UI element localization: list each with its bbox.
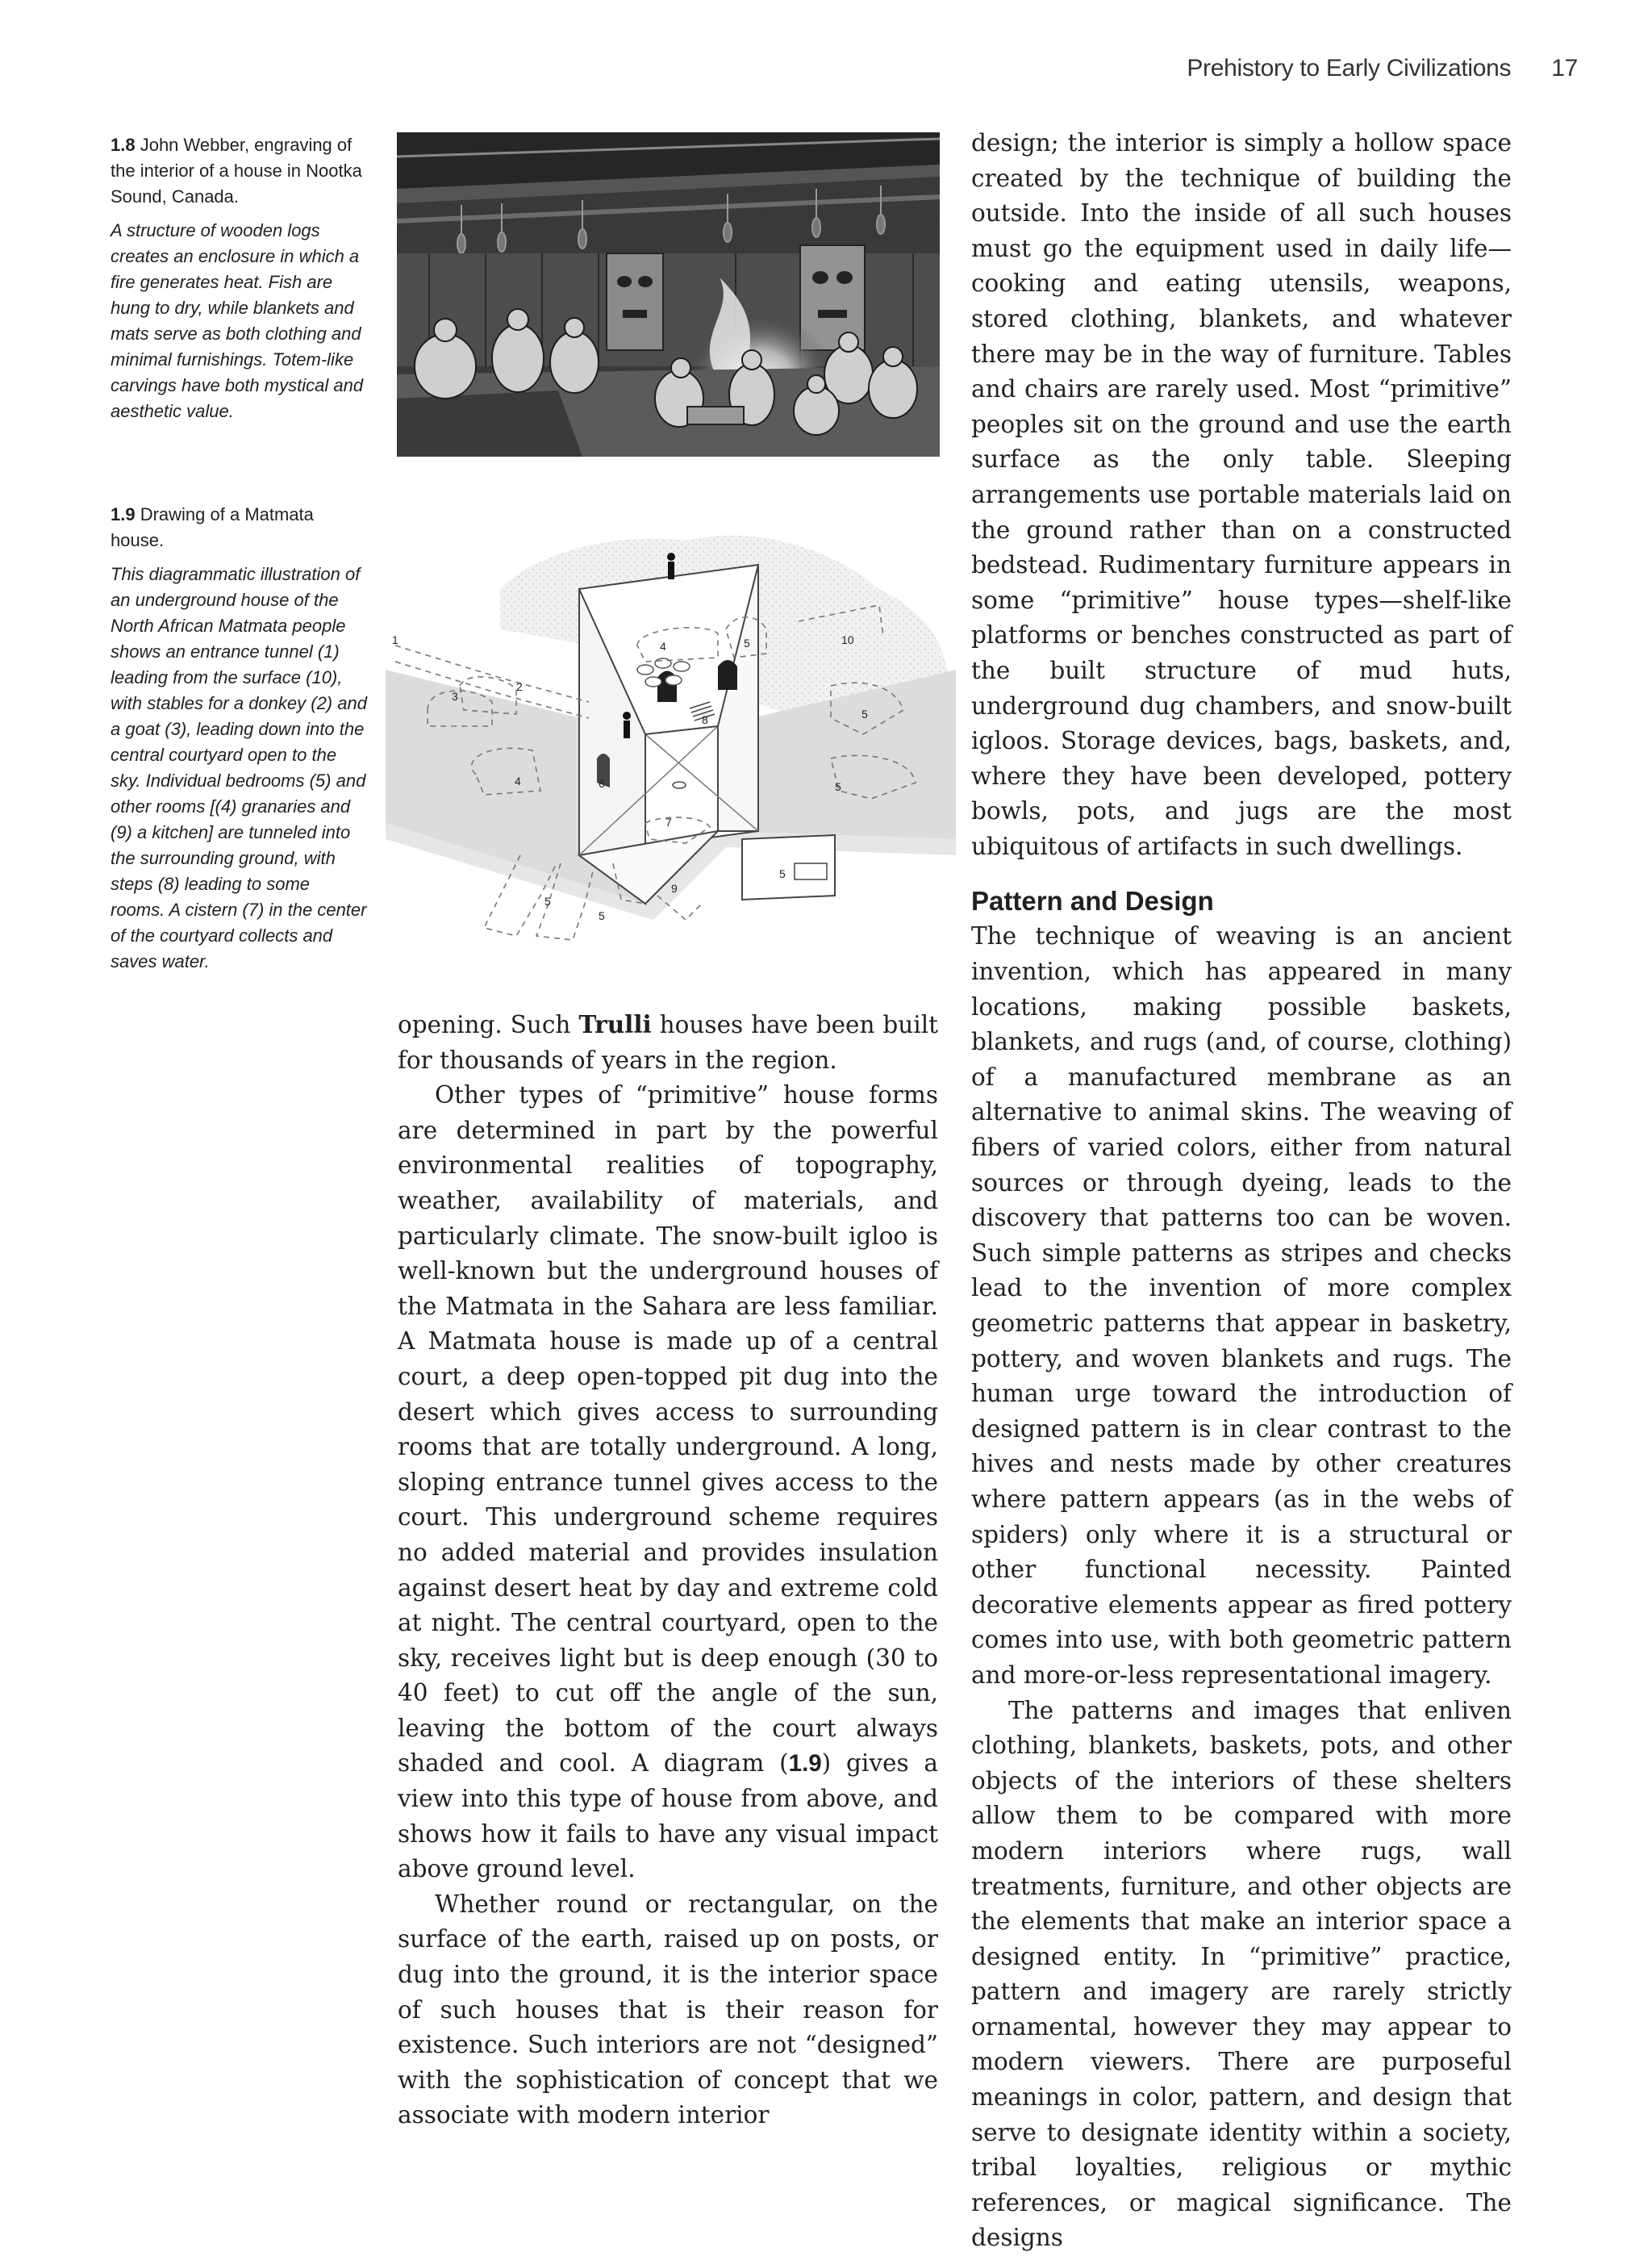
label-4b: 4 (515, 775, 521, 788)
term-trulli: Trulli (578, 1010, 652, 1038)
paragraph: design; the interior is simply a hollow space created by the technique of building the outside. Into the inside of all such houses must go the equipment used in daily life—cooking and eating utensils, weapons, stored clothing, blankets, and whatever there may be in the way of furniture. Tables and chairs are rarely used. Most “primitive” peoples sit on the ground and use the earth surface as the only table. Sleeping arrangements use portable materials laid on the ground rather than on a constructed bedstead. Rudimentary furniture appears in some “primitive” house types—shelf-like platforms or benches constructed as part of the built structure of mud huts, underground dug chambers, and snow-built igloos. Storage devices, bags, baskets, and, where they have been developed, pottery bowls, pots, and jugs are the most ubiquitous of artifacts in such dwellings. (971, 129, 1512, 860)
caption-figure-1-8 (111, 132, 369, 424)
label-5d: 5 (779, 867, 786, 880)
body-column-right (971, 126, 1512, 2256)
paragraph: Whether round or rectangular, on the surface of the earth, raised up on posts, or dug into the ground, it is the interior space of such houses that is their reason for existence. Such interiors are not “designed” with the sophistication of concept that we associate with modern interior (398, 1890, 938, 2129)
label-5b: 5 (861, 708, 868, 721)
engraving-illustration (397, 132, 940, 457)
label-10: 10 (841, 633, 854, 646)
figure-title: Drawing of a Matmata house. (111, 504, 314, 550)
matmata-diagram-illustration (379, 516, 956, 968)
figure-number: 1.8 (111, 135, 136, 155)
label-5f: 5 (599, 909, 605, 922)
paragraph: opening. Such Trulli houses have been built for thousands of years in the region. (398, 1010, 939, 1074)
label-8: 8 (702, 713, 708, 726)
label-7: 7 (665, 816, 672, 829)
figure-number: 1.9 (111, 504, 136, 524)
figure-title: John Webber, engraving of the interior of a house in Nootka Sound, Canada. (111, 135, 362, 207)
paragraph: Other types of “primitive” house forms are determined in part by the powerful environmental realities of topography, weather, availability of materials, and particularly climate. The snow-built igloo is well-known but the underground houses of the Matmata in the Sahara are less familiar. A Matmata house is made up of a central court, a deep open-topped pit dug into the desert which gives access to surrounding rooms that are totally underground. A long, sloping entrance tunnel gives access to the court. This underground scheme requires no added material and provides insulation against desert heat by day and extreme cold at night. The central courtyard, open to the sky, receives light but is deep enough (30 to 40 feet) to cut off the angle of the sun, leaving the bottom of the court always shaded and cool. A diagram (1.9) gives a view into this type of house from above, and shows how it fails to have any visual impact above ground level. (398, 1081, 938, 1883)
section-heading: Pattern and Design (971, 886, 1214, 917)
paragraph: The technique of weaving is an ancient invention, which has appeared in many locations, making possible baskets, blankets, and rugs (and, of course, clothing) of a manufactured membrane as an alternative to animal skins. The weaving of fibers of varied colors, either from natural sources or through dyeing, leads to the discovery that patterns too can be woven. Such simple patterns as stripes and checks lead to the invention of more complex geometric patterns that appear in basketry, pottery, and woven blankets and rugs. The human urge toward the introduction of designed pattern is in clear contrast to the hives and nests made by other creatures where pattern appears (as in the webs of spiders) only where it is a structural or other functional necessity. Painted decorative elements appear as fired pottery comes into use, with both geometric pattern and more-or-less representational imagery. (971, 922, 1512, 1689)
caption-title (111, 502, 369, 554)
label-9: 9 (671, 882, 678, 895)
label-3: 3 (452, 690, 458, 703)
cistern (673, 782, 686, 788)
figure-reference: 1.9 (788, 1750, 822, 1778)
running-head (1187, 55, 1578, 82)
caption-description: This diagrammatic illustration of an underground house of the North African Matmata people shows an entrance tunnel (1) leading from the surface (10), with stables for a donkey (2) and a goat (3), leading down into the central courtyard open to the sky. Individual bedrooms (5) and other rooms [(4) granaries and (9) a kitchen] are tunneled into the surrounding ground, with steps (8) leading to some rooms. A cistern (7) in the center of the courtyard collects and saves water. (111, 564, 367, 971)
label-2: 2 (516, 680, 523, 693)
caption-title (111, 132, 369, 210)
engraving-nootka-house-interior (397, 132, 940, 457)
label-5e: 5 (544, 895, 551, 908)
running-title: Prehistory to Early Civilizations (1187, 55, 1512, 81)
caption-description: A structure of wooden logs creates an enclosure in which a fire generates heat. Fish are hung to dry, while blankets and mats serve as both clothing and minimal furnishings. Totem-like carvings have both mystical and aesthetic value. (111, 220, 364, 421)
matmata-house-diagram (379, 516, 956, 968)
label-5: 5 (744, 637, 750, 650)
caption-figure-1-9 (111, 502, 369, 975)
body-column-left (398, 1007, 938, 2133)
page-number: 17 (1551, 55, 1578, 81)
label-5c: 5 (835, 780, 841, 793)
label-6: 6 (599, 777, 605, 790)
label-4: 4 (660, 640, 666, 653)
label-1: 1 (392, 633, 398, 646)
paragraph: The patterns and images that enliven clothing, blankets, baskets, pots, and other objects of the interiors of these shelters allow them to be compared with more modern interiors where rugs, wall treatments, furniture, and other objects are the elements that make an interior space a designed entity. In “primitive” practice, pattern and imagery are rarely strictly ornamental, however they may appear to modern viewers. There are purposeful meanings in color, pattern, and design that serve to designate identity within a society, tribal loyalties, religious or mythic references, or magical significance. The designs (971, 1696, 1512, 2252)
